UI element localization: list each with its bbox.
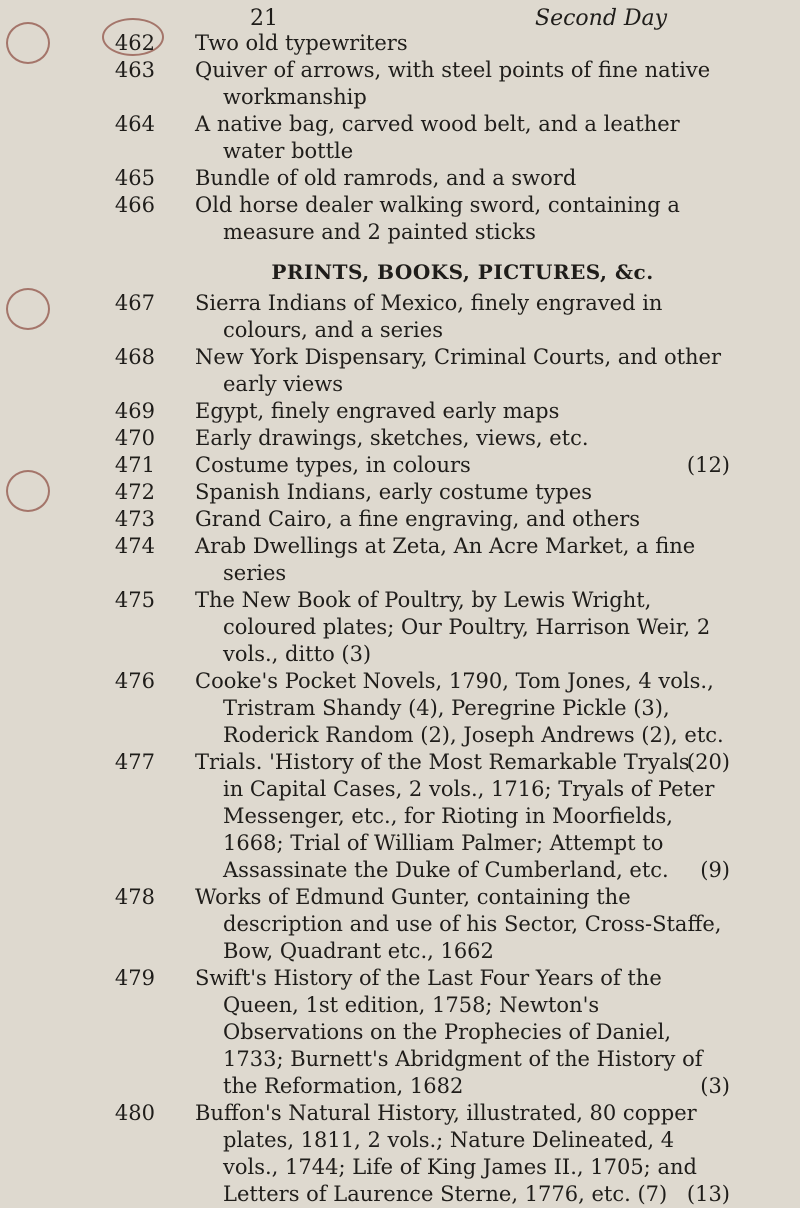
page-number: 21 <box>250 6 278 31</box>
lot-number: 470 <box>114 426 155 450</box>
lot-description: Arab Dwellings at Zeta, An Acre Market, a fine series <box>195 534 696 585</box>
lot-entry <box>0 506 800 533</box>
day-title: Second Day <box>535 6 668 31</box>
lot-description: Old horse dealer walking sword, containing a measure and 2 painted sticks <box>195 193 680 244</box>
lot-description: Swift's History of the Last Four Years of the Queen, 1st edition, 1758; Newton's Observations on the Prophecies of Daniel, 1733; Burnett's Abridgment of the History of the Reformation, 1682 <box>195 966 703 1098</box>
lot-number: 462 <box>114 31 155 55</box>
lot-number: 473 <box>114 507 155 531</box>
lot-description: Spanish Indians, early costume types <box>195 480 593 504</box>
lot-entry <box>0 192 800 246</box>
lot-description: Egypt, finely engraved early maps <box>195 399 560 423</box>
lot-entry <box>0 398 800 425</box>
lot-entry <box>0 587 800 668</box>
lot-description: Bundle of old ramrods, and a sword <box>195 166 577 190</box>
lot-number: 476 <box>114 669 155 693</box>
lot-entry <box>0 165 800 192</box>
lot-description: Buffon's Natural History, illustrated, 80 copper plates, 1811, 2 vols.; Nature Delineated, 4 vols., 1744; Life of King James II., 1705; and Letters of Laurence Sterne, 1776, etc. (7) <box>195 1101 697 1206</box>
lot-entry <box>0 479 800 506</box>
lot-description: Sierra Indians of Mexico, finely engraved in colours, and a series <box>195 291 663 342</box>
lot-entry <box>0 965 800 1100</box>
lot-description: Costume types, in colours <box>195 453 471 477</box>
lot-count: (9) <box>700 858 730 882</box>
lot-number: 467 <box>114 291 155 315</box>
lot-number: 464 <box>114 112 155 136</box>
lot-count: (12) <box>686 453 730 477</box>
lot-entry <box>0 1100 800 1208</box>
section-heading: PRINTS, BOOKS, PICTURES, &c. <box>271 260 654 284</box>
lot-entry <box>0 425 800 452</box>
lot-entry <box>0 57 800 111</box>
lot-entry <box>0 452 800 479</box>
lot-entry <box>0 749 800 884</box>
lot-number: 477 <box>114 750 155 774</box>
lot-number: 480 <box>114 1101 155 1125</box>
lot-description: Two old typewriters <box>195 31 408 55</box>
lot-entry <box>0 344 800 398</box>
lot-description: Trials. 'History of the Most Remarkable Tryals in Capital Cases, 2 vols., 1716; Tryals of Peter Messenger, etc., for Rioting in Moorfields, 1668; Trial of William Palmer; Attempt to Assassinate the Duke of Cumberland, etc. <box>195 750 715 882</box>
lot-number: 471 <box>114 453 155 477</box>
lot-description: The New Book of Poultry, by Lewis Wright, coloured plates; Our Poultry, Harrison Weir, 2 vols., ditto (3) <box>195 588 711 666</box>
lot-number: 475 <box>114 588 155 612</box>
lot-number: 469 <box>114 399 155 423</box>
lot-number: 468 <box>114 345 155 369</box>
lot-count: (20) <box>686 750 730 774</box>
lot-number: 478 <box>114 885 155 909</box>
lot-list <box>0 30 800 1208</box>
lot-description: A native bag, carved wood belt, and a leather water bottle <box>195 112 680 163</box>
lot-number: 465 <box>114 166 155 190</box>
lot-number: 463 <box>114 58 155 82</box>
lot-description: Quiver of arrows, with steel points of fine native workmanship <box>195 58 711 109</box>
lot-count: (3) <box>700 1074 730 1098</box>
lot-count: (13) <box>686 1182 730 1206</box>
lot-number: 466 <box>114 193 155 217</box>
lot-entry <box>0 884 800 965</box>
lot-description: New York Dispensary, Criminal Courts, and other early views <box>195 345 722 396</box>
lot-entry <box>0 533 800 587</box>
lot-number: 472 <box>114 480 155 504</box>
lot-description: Early drawings, sketches, views, etc. <box>195 426 589 450</box>
lot-entry <box>0 30 800 57</box>
lot-number: 479 <box>114 966 155 990</box>
lot-number: 474 <box>114 534 155 558</box>
lot-entry <box>0 290 800 344</box>
lot-description: Works of Edmund Gunter, containing the description and use of his Sector, Cross-Staffe, Bow, Quadrant etc., 1662 <box>195 885 722 963</box>
lot-description: Grand Cairo, a fine engraving, and others <box>195 507 641 531</box>
lot-entry <box>0 111 800 165</box>
lot-description: Cooke's Pocket Novels, 1790, Tom Jones, 4 vols., Tristram Shandy (4), Peregrine Pickle (3), Roderick Random (2), Joseph Andrews (2), etc. <box>195 669 724 747</box>
